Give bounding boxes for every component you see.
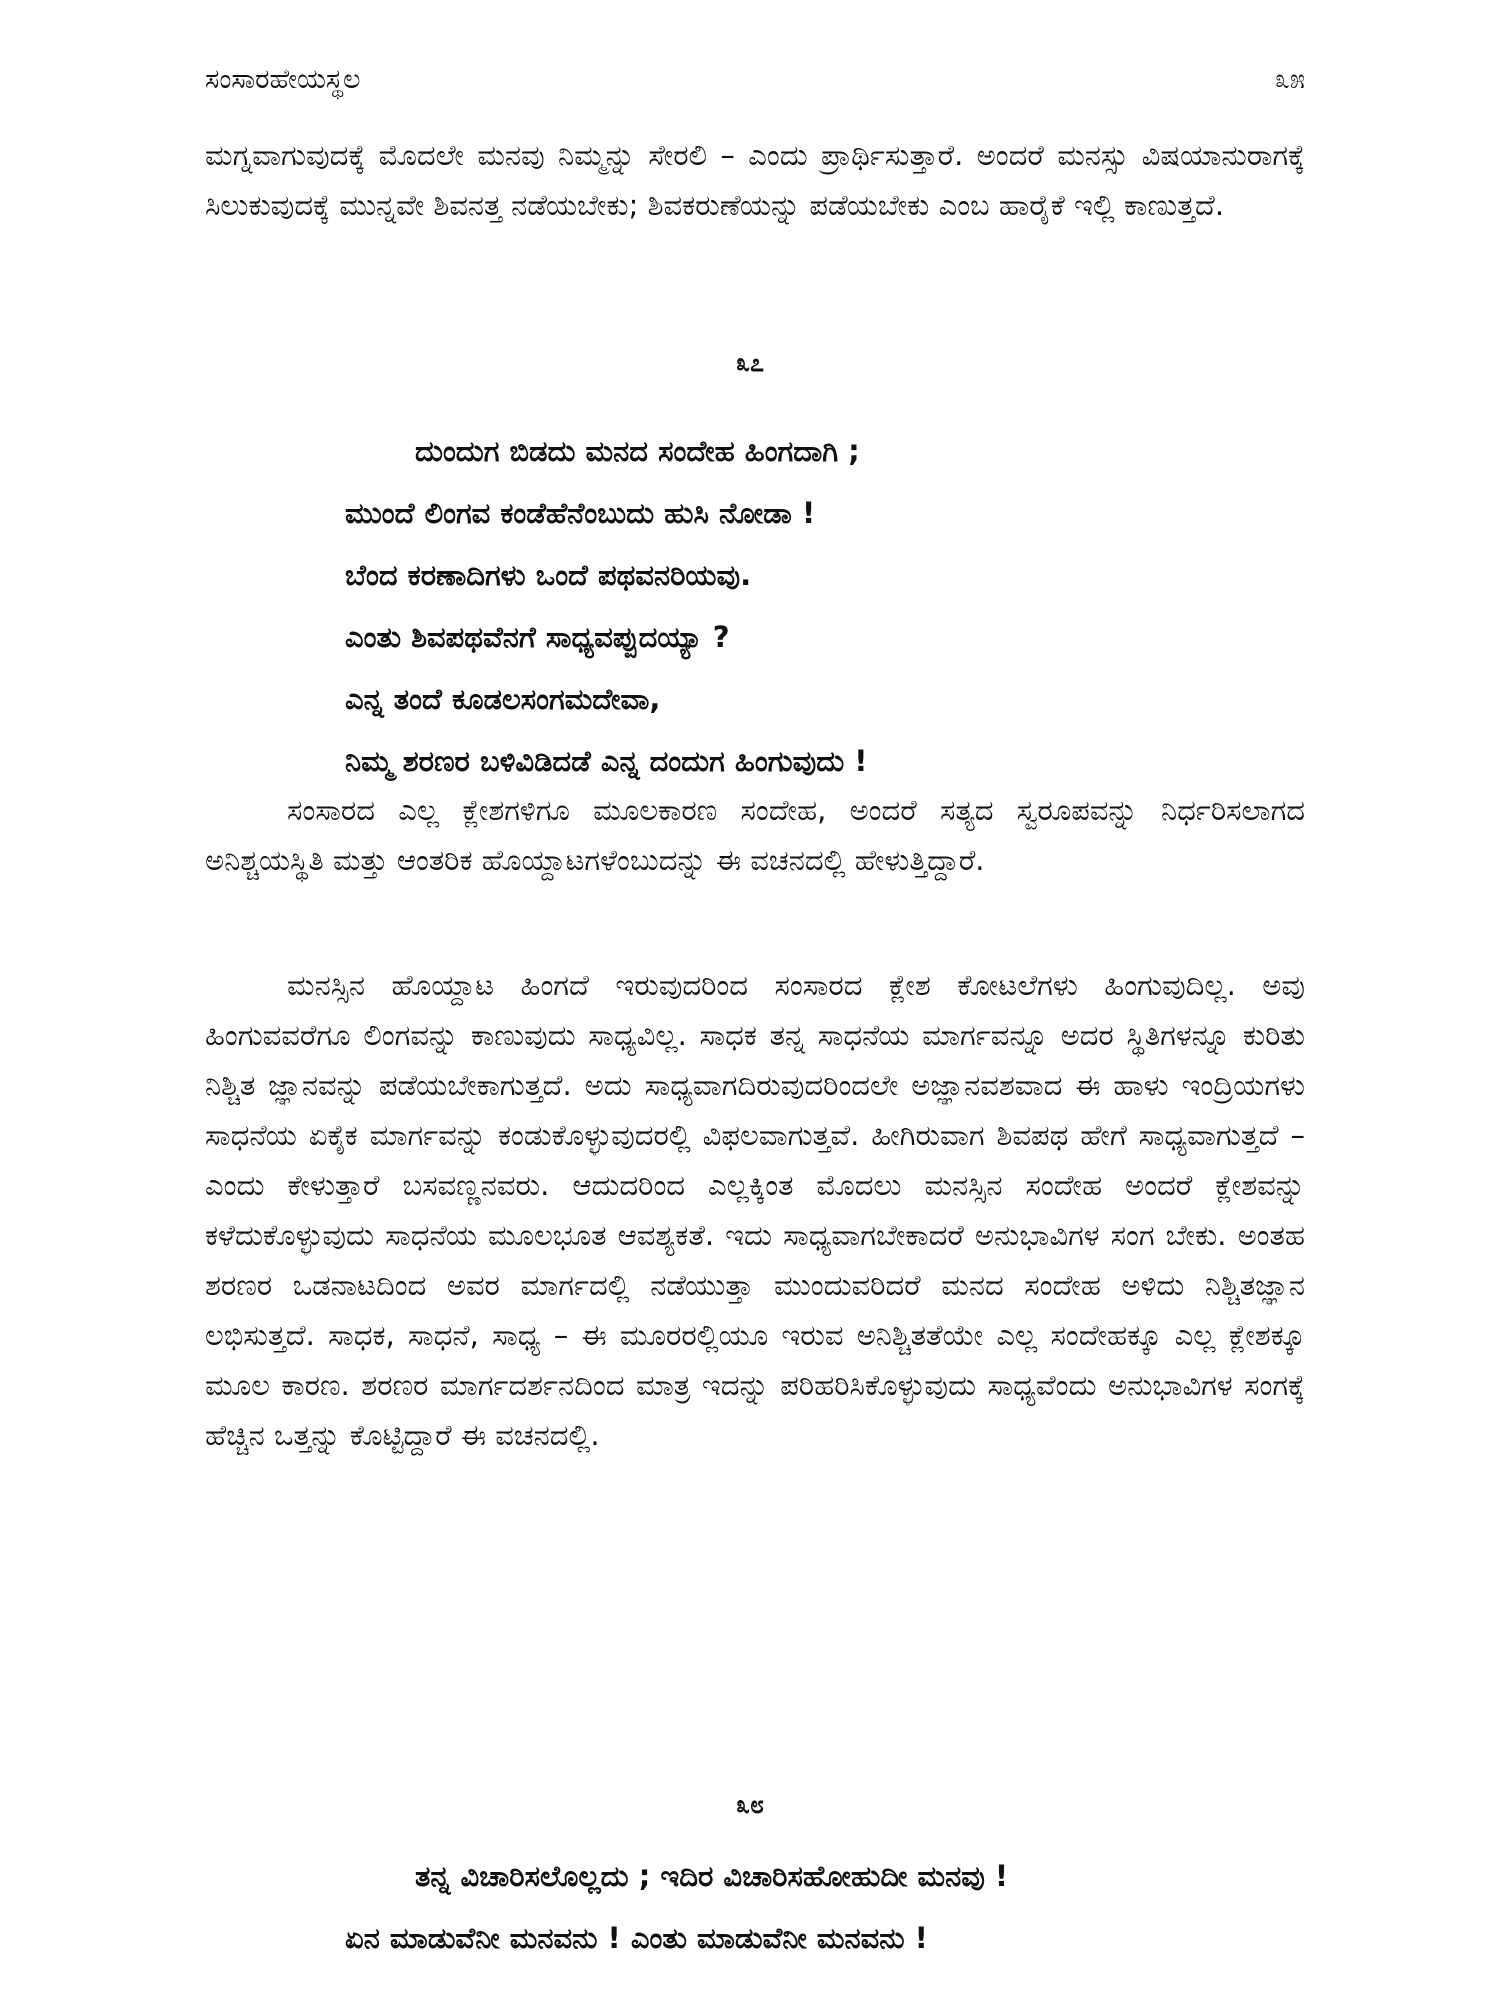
verse-line: ಮುಂದೆ ಲಿಂಗವ ಕಂಡೆಹೆನೆಂಬುದು ಹುಸಿ ನೋಡಾ ! bbox=[345, 496, 816, 530]
verse-line: ಎಂತು ಶಿವಪಥವೆನಗೆ ಸಾಧ್ಯವಪ್ಪುದಯ್ಯಾ ? bbox=[345, 620, 730, 654]
vachana-38 bbox=[345, 1845, 1008, 1969]
verse-line: ದುಂದುಗ ಬಿಡದು ಮನದ ಸಂದೇಹ ಹಿಂಗದಾಗಿ ; bbox=[415, 434, 860, 468]
vachana-37 bbox=[345, 420, 868, 792]
verse-line: ಎನ್ನ ತಂದೆ ಕೂಡಲಸಂಗಮದೇವಾ, bbox=[345, 682, 661, 716]
commentary-paragraph-1: ಸಂಸಾರದ ಎಲ್ಲ ಕ್ಲೇಶಗಳಿಗೂ ಮೂಲಕಾರಣ ಸಂದೇಹ, ಅಂದರೆ ಸತ್ಯದ ಸ್ವರೂಪವನ್ನು ನಿರ್ಧರಿಸಲಾಗದ ಅನಿಶ್ಚಯಸ್ಥಿತಿ ಮತ್ತು ಆಂತರಿಕ ಹೊಯ್ದಾಟಗಳೆಂಬುದನ್ನು ಈ ವಚನದಲ್ಲಿ ಹೇಳುತ್ತಿದ್ದಾರೆ. bbox=[205, 793, 1305, 877]
verse-line: ನಿಮ್ಮ ಶರಣರ ಬಳಿವಿಡಿದಡೆ ಎನ್ನ ದಂದುಗ ಹಿಂಗುವುದು ! bbox=[345, 744, 868, 778]
vachana-number-37: ೩೭ bbox=[735, 348, 764, 377]
commentary-paragraph-2: ಮನಸ್ಸಿನ ಹೊಯ್ದಾಟ ಹಿಂಗದೆ ಇರುವುದರಿಂದ ಸಂಸಾರದ ಕ್ಲೇಶ ಕೋಟಲೆಗಳು ಹಿಂಗುವುದಿಲ್ಲ. ಅವು ಹಿಂಗುವವರೆಗೂ ಲಿಂಗವನ್ನು ಕಾಣುವುದು ಸಾಧ್ಯವಿಲ್ಲ. ಸಾಧಕ ತನ್ನ ಸಾಧನೆಯ ಮಾರ್ಗವನ್ನೂ ಅದರ ಸ್ಥಿತಿಗಳನ್ನೂ ಕುರಿತು ನಿಶ್ಚಿತ ಜ್ಞಾನವನ್ನು ಪಡೆಯಬೇಕಾಗುತ್ತದೆ. ಅದು ಸಾಧ್ಯವಾಗದಿರುವುದರಿಂದಲೇ ಅಜ್ಞಾನವಶವಾದ ಈ ಹಾಳು ಇಂದ್ರಿಯಗಳು ಸಾಧನೆಯ ಏಕೈಕ ಮಾರ್ಗವನ್ನು ಕಂಡುಕೊಳ್ಳುವುದರಲ್ಲಿ ವಿಫಲವಾಗುತ್ತವೆ. ಹೀಗಿರುವಾಗ ಶಿವಪಥ ಹೇಗೆ ಸಾಧ್ಯವಾಗುತ್ತದೆ – ಎಂದು ಕೇಳುತ್ತಾರೆ ಬಸವಣ್ಣನವರು. ಆದುದರಿಂದ ಎಲ್ಲಕ್ಕಿಂತ ಮೊದಲು ಮನಸ್ಸಿನ ಸಂದೇಹ ಅಂದರೆ ಕ್ಲೇಶವನ್ನು ಕಳೆದುಕೊಳ್ಳುವುದು ಸಾಧನೆಯ ಮೂಲಭೂತ ಆವಶ್ಯಕತೆ. ಇದು ಸಾಧ್ಯವಾಗಬೇಕಾದರೆ ಅನುಭಾವಿಗಳ ಸಂಗ ಬೇಕು. ಅಂತಹ ಶರಣರ ಒಡನಾಟದಿಂದ ಅವರ ಮಾರ್ಗದಲ್ಲಿ ನಡೆಯುತ್ತಾ ಮುಂದುವರಿದರೆ ಮನದ ಸಂದೇಹ ಅಳಿದು ನಿಶ್ಚಿತಜ್ಞಾನ ಲಭಿಸುತ್ತದೆ. ಸಾಧಕ, ಸಾಧನೆ, ಸಾಧ್ಯ – ಈ ಮೂರರಲ್ಲಿಯೂ ಇರುವ ಅನಿಶ್ಚಿತತೆಯೇ ಎಲ್ಲ ಸಂದೇಹಕ್ಕೂ ಎಲ್ಲ ಕ್ಲೇಶಕ್ಕೂ ಮೂಲ ಕಾರಣ. ಶರಣರ ಮಾರ್ಗದರ್ಶನದಿಂದ ಮಾತ್ರ ಇದನ್ನು ಪರಿಹರಿಸಿಕೊಳ್ಳುವುದು ಸಾಧ್ಯವೆಂದು ಅನುಭಾವಿಗಳ ಸಂಗಕ್ಕೆ ಹೆಚ್ಚಿನ ಒತ್ತನ್ನು ಕೊಟ್ಟಿದ್ದಾರೆ ಈ ವಚನದಲ್ಲಿ. bbox=[205, 968, 1305, 1452]
intro-paragraph: ಮಗ್ನವಾಗುವುದಕ್ಕೆ ಮೊದಲೇ ಮನವು ನಿಮ್ಮನ್ನು ಸೇರಲಿ – ಎಂದು ಪ್ರಾರ್ಥಿಸುತ್ತಾರೆ. ಅಂದರೆ ಮನಸ್ಸು ವಿಷಯಾನುರಾಗಕ್ಕೆ ಸಿಲುಕುವುದಕ್ಕೆ ಮುನ್ನವೇ ಶಿವನತ್ತ ನಡೆಯಬೇಕು; ಶಿವಕರುಣೆಯನ್ನು ಪಡೆಯಬೇಕು ಎಂಬ ಹಾರೈಕೆ ಇಲ್ಲಿ ಕಾಣುತ್ತದೆ. bbox=[205, 138, 1305, 222]
chapter-title: ಸಂಸಾರಹೇಯಸ್ಥಲ bbox=[205, 64, 361, 95]
verse-line: ತನ್ನ ವಿಚಾರಿಸಲೊಲ್ಲದು ; ಇದಿರ ವಿಚಾರಿಸಹೋಹುದೀ ಮನವು ! bbox=[415, 1859, 1009, 1893]
verse-line: ಏನ ಮಾಡುವೆನೀ ಮನವನು ! ಎಂತು ಮಾಡುವೆನೀ ಮನವನು ! bbox=[345, 1921, 928, 1955]
verse-line: ಬೆಂದ ಕರಣಾದಿಗಳು ಒಂದೆ ಪಥವನರಿಯವು. bbox=[345, 558, 752, 592]
page-number: ೩೫ bbox=[1274, 64, 1305, 95]
vachana-number-38: ೩೮ bbox=[735, 1790, 764, 1819]
